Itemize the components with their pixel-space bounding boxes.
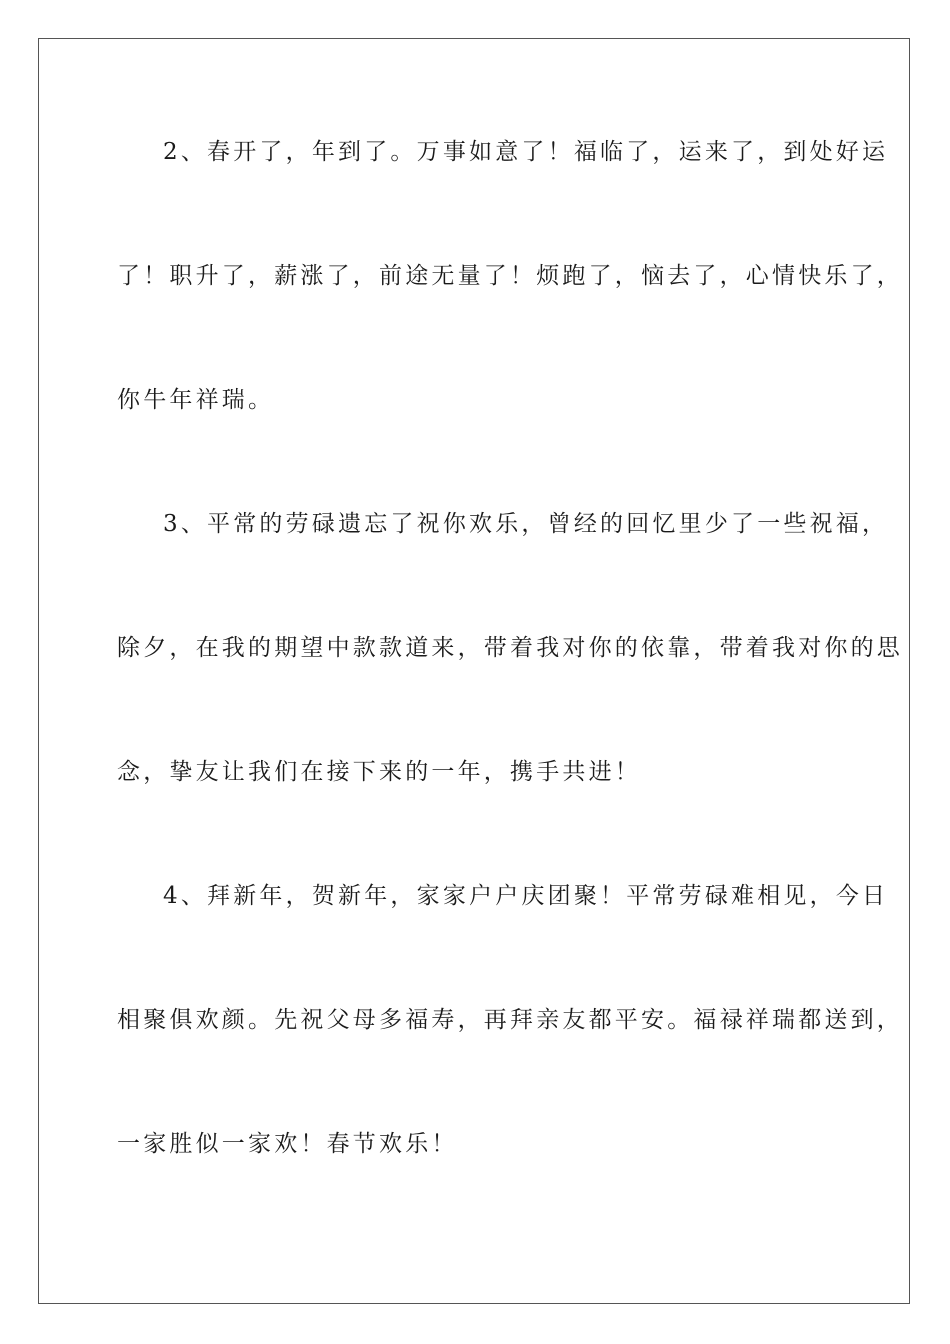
- text-line: 2、春开了，年到了。万事如意了！福临了，运来了，到处好运: [163, 139, 889, 165]
- text-line: 一家胜似一家欢！春节欢乐！: [117, 1131, 458, 1157]
- text-line: 除夕，在我的期望中款款道来，带着我对你的依靠，带着我对你的思: [117, 635, 903, 661]
- text-line: 念，挚友让我们在接下来的一年，携手共进！: [117, 759, 641, 785]
- text-line: 4、拜新年，贺新年，家家户户庆团聚！平常劳碌难相见，今日: [163, 883, 889, 909]
- text-line: 3、平常的劳碌遗忘了祝你欢乐，曾经的回忆里少了一些祝福，: [163, 511, 889, 537]
- text-line: 你牛年祥瑞。: [117, 387, 275, 413]
- text-line: 相聚俱欢颜。先祝父母多福寿，再拜亲友都平安。福禄祥瑞都送到，: [117, 1007, 903, 1033]
- page-border: [38, 38, 910, 1304]
- text-line: 了！职升了，薪涨了，前途无量了！烦跑了，恼去了，心情快乐了，: [117, 263, 903, 289]
